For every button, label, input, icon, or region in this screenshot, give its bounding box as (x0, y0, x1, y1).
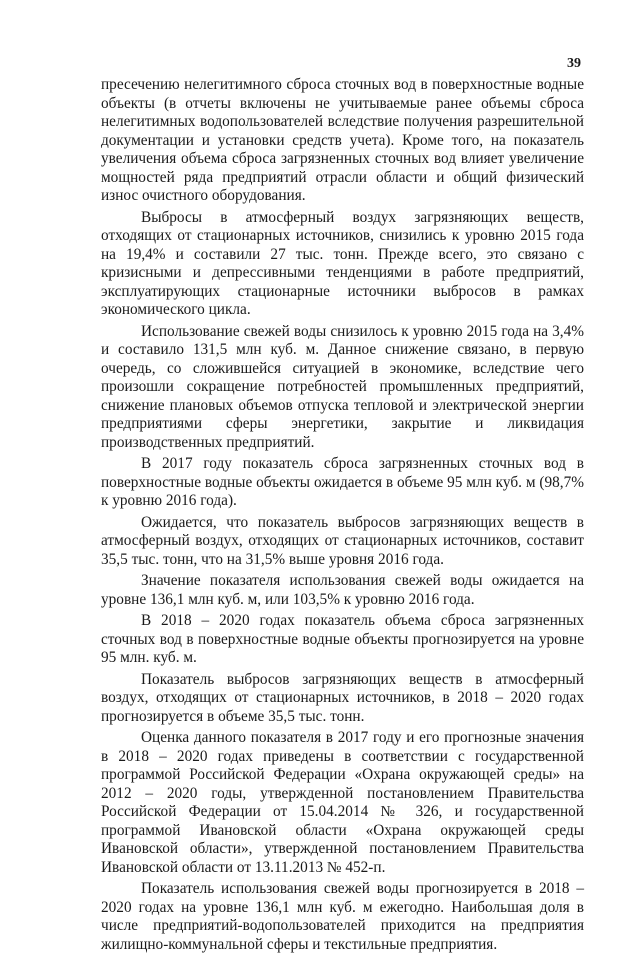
paragraph: В 2018 – 2020 годах показатель объема сброса загрязненных сточных вод в поверхностные водные объекты прогнозируется на уровне 95 млн. куб. м. (101, 612, 584, 666)
paragraph: Оценка данного показателя в 2017 году и его прогнозные значения в 2018 – 2020 годах приведены в соответствии с государственной программой Российской Федерации «Охрана окружающей среды» на 2012 – 2020 годы, утвержденной постановлением Правительства Российской Федерации от 15.04.2014 № 326, и государственной программой Ивановской области «Охрана окружающей среды Ивановской области», утвержденной постановлением Правительства Ивановской области от 13.11.2013 № 452-п. (101, 729, 584, 876)
paragraph: Ожидается, что показатель выбросов загрязняющих веществ в атмосферный воздух, отходящих от стационарных источников, составит 35,5 тыс. тонн, что на 31,5% выше уровня 2016 года. (101, 513, 584, 568)
page-number: 39 (567, 56, 581, 71)
paragraph: Значение показателя использования свежей воды ожидается на уровне 136,1 млн куб. м, или 103,5% к уровню 2016 года. (101, 572, 584, 608)
document-body (101, 76, 584, 954)
paragraph: Показатель выбросов загрязняющих веществ в атмосферный воздух, отходящих от стационарных источников, в 2018 – 2020 годах прогнозируется в объеме 35,5 тыс. тонн. (101, 670, 584, 725)
paragraph: Выбросы в атмосферный воздух загрязняющих веществ, отходящих от стационарных источников, снизились к уровню 2015 года на 19,4% и составили 27 тыс. тонн. Прежде всего, это связано с кризисными и депрессивными тенденциями в работе предприятий, эксплуатирующих стационарные источники выбросов в рамках экономического цикла. (101, 208, 584, 318)
paragraph: Показатель использования свежей воды прогнозируется в 2018 – 2020 годах на уровне 136,1 млн куб. м ежегодно. Наибольшая доля в числе предприятий-водопользователей приходится на предприятия жилищно-коммунальной сферы и текстильные предприятия. (101, 880, 584, 953)
paragraph: В 2017 году показатель сброса загрязненных сточных вод в поверхностные водные объекты ожидается в объеме 95 млн куб. м (98,7% к уровню 2016 года). (101, 455, 584, 509)
paragraph: Использование свежей воды снизилось к уровню 2015 года на 3,4% и составило 131,5 млн куб. м. Данное снижение связано, в первую очередь, со сложившейся ситуацией в экономике, вследствие чего произошли сокращение потребностей промышленных предприятий, снижение плановых объемов отпуска тепловой и электрической энергии предприятиями сферы энергетики, закрытие и ликвидация производственных предприятий. (101, 322, 584, 451)
paragraph: пресечению нелегитимного сброса сточных вод в поверхностные водные объекты (в отчеты включены не учитываемые ранее объемы сброса нелегитимных водопользователей вследствие получения разрешительной документации и установки средств учета). Кроме того, на показатель увеличения объема сброса загрязненных сточных вод влияет увеличение мощностей ряда предприятий отрасли области и общий физический износ очистного оборудования. (101, 76, 584, 204)
